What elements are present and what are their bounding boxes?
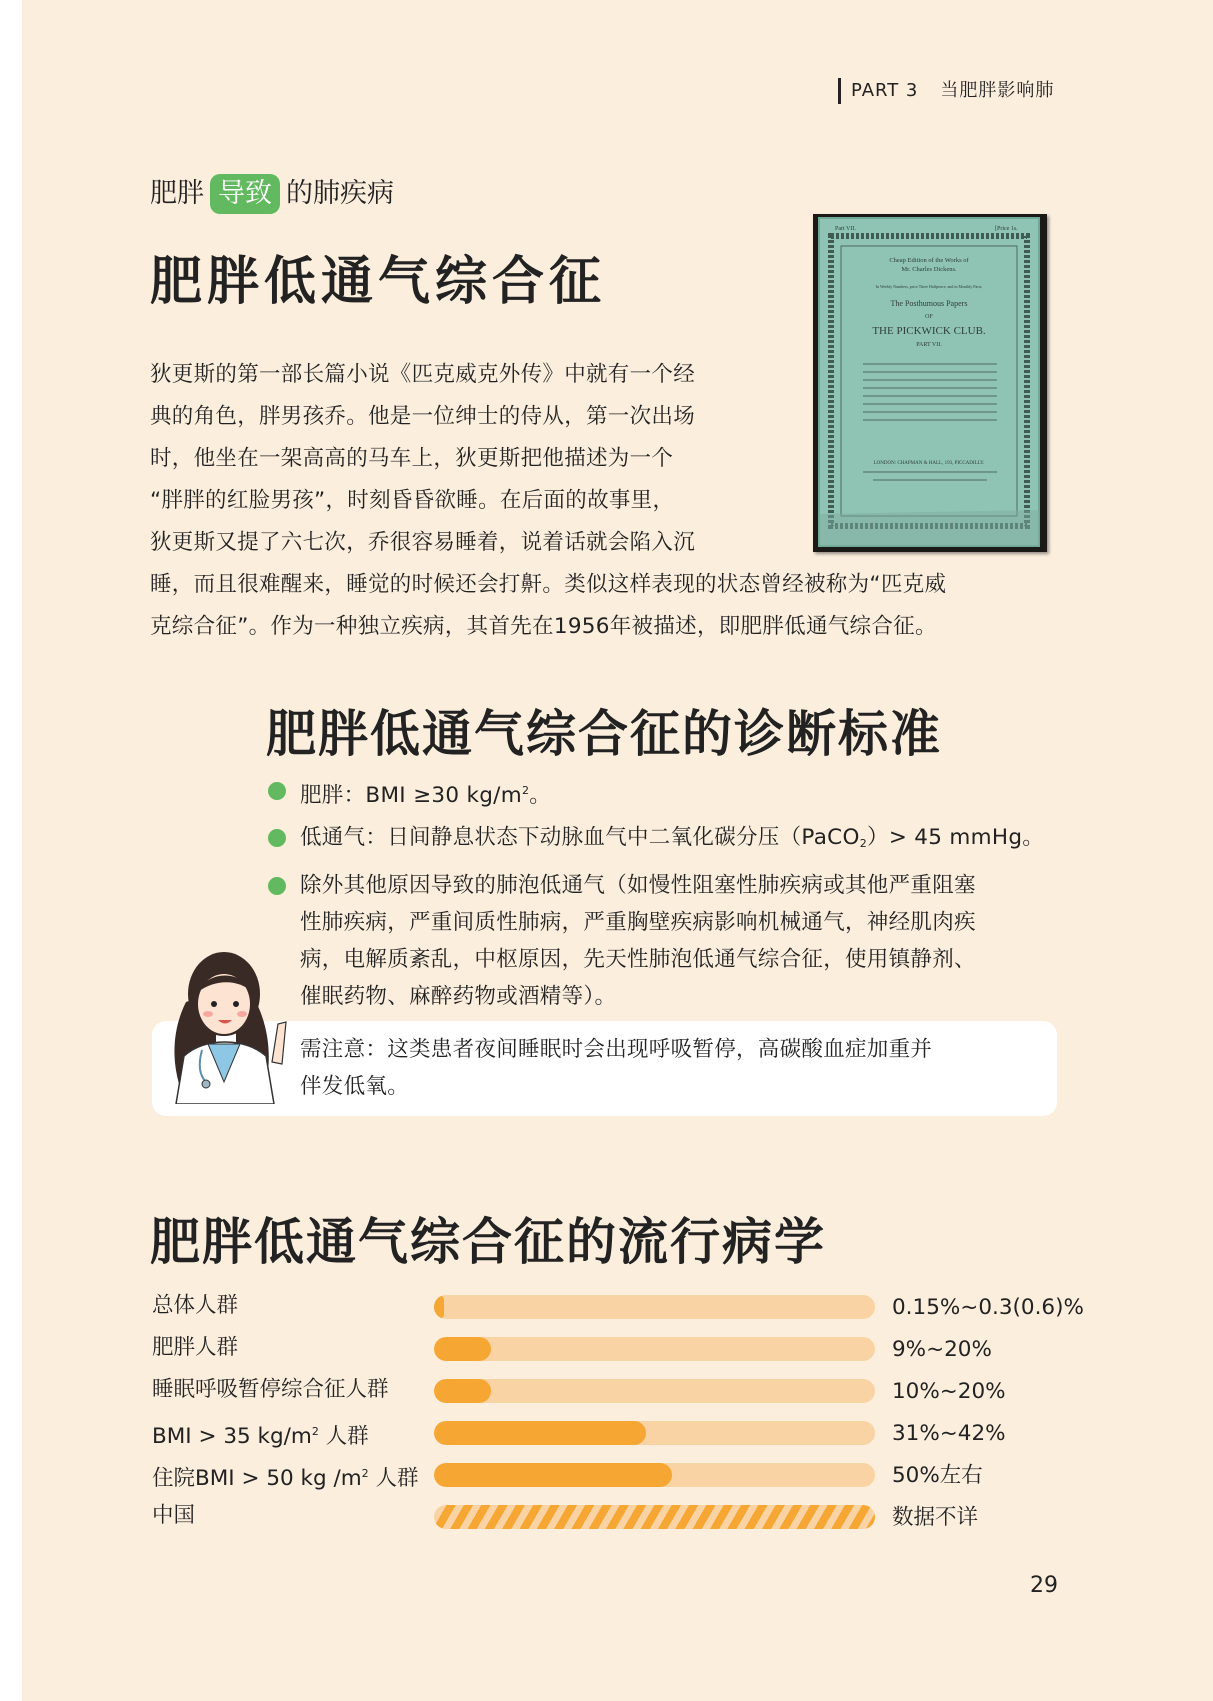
bullet-dot — [268, 877, 286, 895]
section-intro — [150, 172, 394, 216]
epi-row-bmi35 — [0, 1417, 1213, 1447]
page-number: 29 — [1030, 1573, 1058, 1598]
cover-line-1: Cheap Edition of the Works of — [889, 257, 969, 264]
cover-corner-right: [Price 1s. — [995, 226, 1018, 232]
epi-bar-track — [434, 1421, 875, 1445]
epi-bar-fill — [434, 1463, 672, 1487]
pickwick-book-cover-image — [813, 214, 1047, 552]
bullet-dot — [268, 782, 286, 800]
paragraph-line-7: 克综合征”。作为一种独立疾病，其首先在1956年被描述，即肥胖低通气综合征。 — [150, 614, 937, 639]
epi-bar-track — [434, 1379, 875, 1403]
epi-bar-track — [434, 1337, 875, 1361]
cover-line-2: Mr. Charles Dickens. — [901, 266, 957, 273]
epi-bar-track — [434, 1463, 875, 1487]
epi-row-general — [0, 1291, 1213, 1321]
paragraph-line-4: “胖胖的红脸男孩”，时刻昏昏欲睡。在后面的故事里， — [150, 488, 675, 513]
running-header — [838, 78, 1054, 104]
paragraph-line-5: 狄更斯又提了六七次，乔很容易睡着，说着话就会陷入沉 — [150, 530, 696, 555]
cover-line-5: OF — [925, 314, 933, 320]
epi-value: 31%~42% — [892, 1421, 1006, 1446]
criterion-obesity: 肥胖：BMI ≥30 $kg/m^2$。 — [268, 772, 1088, 814]
criterion-hypoventilation: 低通气：日间静息状态下动脉血气中二氧化碳分压（PaCO$_2$）> 45 mmHg。 — [268, 819, 1088, 862]
epi-label: 住院BMI > 50 kg $/m^2$ 人群 — [152, 1466, 419, 1491]
epi-value: 0.15%~0.3(0.6)% — [892, 1295, 1084, 1320]
epi-bar-fill — [434, 1295, 444, 1319]
epi-value: 50%左右 — [892, 1463, 983, 1488]
chapter-title: 当肥胖影响肺 — [940, 80, 1055, 101]
epi-value: 10%~20% — [892, 1379, 1006, 1404]
intro-suffix: 的肺疾病 — [286, 178, 394, 209]
epi-value: 9%~20% — [892, 1337, 992, 1362]
epi-label: 总体人群 — [152, 1293, 239, 1318]
epi-value: 数据不详 — [892, 1505, 979, 1530]
paragraph-line-6: 睡，而且很难醒来，睡觉的时候还会打鼾。类似这样表现的状态曾经被称为“匹克威 — [150, 572, 947, 597]
intro-highlight: 导致 — [210, 174, 280, 214]
cover-line-7: PART VII. — [916, 342, 942, 348]
diagnosis-heading: 肥胖低通气综合征的诊断标准 — [266, 705, 942, 763]
paragraph-line-2: 典的角色，胖男孩乔。他是一位绅士的侍从，第一次出场 — [150, 404, 696, 429]
epi-row-china — [0, 1501, 1213, 1531]
note-text: 需注意：这类患者夜间睡眠时会出现呼吸暂停，高碳酸血症加重并 伴发低氧。 — [300, 1037, 933, 1099]
epidemiology-heading: 肥胖低通气综合征的流行病学 — [150, 1213, 826, 1271]
epi-label: 肥胖人群 — [152, 1335, 239, 1360]
epi-label: 中国 — [152, 1503, 196, 1528]
paragraph-line-1: 狄更斯的第一部长篇小说《匹克威克外传》中就有一个经 — [150, 362, 696, 387]
epi-label: BMI > 35 $kg/m^2$ 人群 — [152, 1424, 369, 1449]
epi-row-hospital-bmi50 — [0, 1459, 1213, 1489]
epi-bar-fill — [434, 1421, 646, 1445]
epi-row-obese — [0, 1333, 1213, 1363]
bullet-dot — [268, 829, 286, 847]
cover-line-3: In Weekly Numbers, price Three Halfpence; and in Monthly Parts, — [875, 284, 983, 289]
cover-corner-left: Part VII. — [835, 226, 856, 232]
diagnosis-criteria-list — [268, 772, 1088, 1020]
part-label: PART 3 — [851, 80, 919, 101]
epi-bar-track-hatched — [434, 1505, 875, 1529]
epi-bar-fill — [434, 1379, 491, 1403]
doctor-illustration — [156, 932, 296, 1104]
epi-label: 睡眠呼吸暂停综合征人群 — [152, 1377, 389, 1402]
main-heading: 肥胖低通气综合征 — [150, 252, 607, 312]
criterion-exclusion: 除外其他原因导致的肺泡低通气（如慢性阻塞性肺疾病或其他严重阻塞 性肺疾病，严重间质性肺病，严重胸壁疾病影响机械通气，神经肌肉疾 病，电解质紊乱，中枢原因，先天性肺泡低通气综合征，使用镇静剂、 催眠药物、麻醉药物或酒精等）。 — [268, 867, 1088, 1015]
paragraph-line-3: 时，他坐在一架高高的马车上，狄更斯把他描述为一个 — [150, 446, 674, 471]
cover-line-4: The Posthumous Papers — [890, 299, 968, 308]
intro-prefix: 肥胖 — [150, 178, 204, 209]
cover-line-8: LONDON: CHAPMAN & HALL, 193, PICCADILLY. — [873, 461, 985, 466]
epi-row-sleep-apnea — [0, 1375, 1213, 1405]
epi-bar-fill — [434, 1337, 491, 1361]
cover-line-6: THE PICKWICK CLUB. — [872, 325, 986, 337]
epi-bar-track — [434, 1295, 875, 1319]
